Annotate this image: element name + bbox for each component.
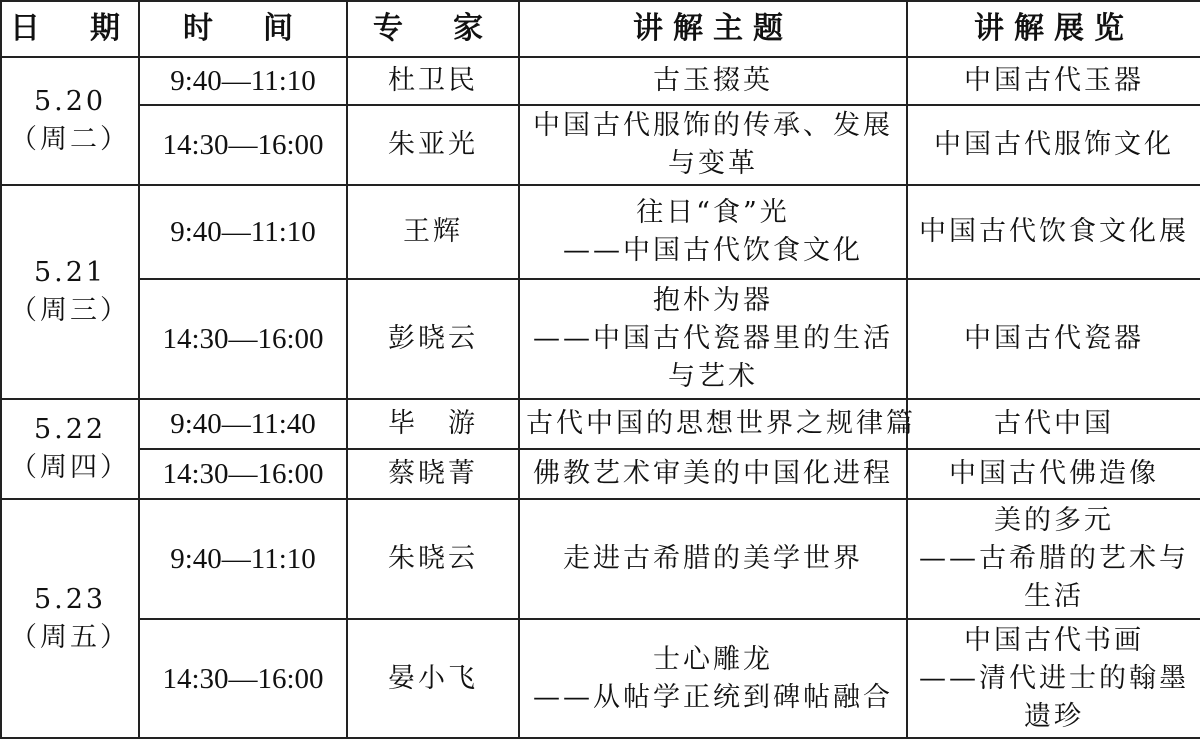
date-value: 5.20 [33,86,107,117]
header-time: 时 间 [139,1,347,57]
date-cell [1,185,139,399]
expert-cell: 王辉 [347,185,519,279]
topic-line: 中国古代服饰的传承、发展 [533,110,893,141]
exhibition-line: 中国古代饮食文化展 [919,216,1189,247]
weekday-value: （周二） [10,124,130,155]
exhibition-line: 中国古代服饰文化 [934,129,1174,160]
weekday-value: （周五） [10,621,130,653]
header-row [1,1,1200,57]
exhibition-cell [907,185,1200,279]
topic-line: 古代中国的思想世界之规律篇 [526,408,916,439]
time-cell: 14:30—16:00 [139,449,347,499]
table-row [1,185,1200,279]
exhibition-cell [907,105,1200,185]
expert-cell: 蔡晓菁 [347,449,519,499]
date-cell [1,399,139,499]
topic-line: 与艺术 [668,361,758,392]
topic-cell [519,279,907,399]
topic-line: 往日“食”光 [636,197,790,228]
exhibition-line: ——古希腊的艺术与 [919,543,1189,574]
header-expert: 专 家 [347,1,519,57]
date-cell [1,499,139,738]
date-cell [1,57,139,185]
exhibition-cell [907,619,1200,738]
table-row [1,57,1200,105]
topic-line: ——从帖学正统到碑帖融合 [533,681,893,713]
weekday-value: （周四） [10,452,130,483]
exhibition-line: 中国古代玉器 [964,65,1144,96]
expert-cell: 彭晓云 [347,279,519,399]
topic-cell [519,105,907,185]
topic-line: 士心雕龙 [653,643,773,675]
exhibition-line: 古代中国 [994,408,1114,439]
weekday-value: （周三） [10,295,130,326]
exhibition-cell [907,449,1200,499]
exhibition-line: ——清代进士的翰墨 [919,662,1189,694]
exhibition-line: 中国古代佛造像 [949,458,1159,489]
exhibition-cell [907,279,1200,399]
topic-line: ——中国古代瓷器里的生活 [533,323,893,354]
expert-cell: 朱晓云 [347,499,519,619]
topic-line: ——中国古代饮食文化 [563,235,863,266]
header-exhibition: 讲解展览 [907,1,1200,57]
header-date: 日 期 [1,1,139,57]
topic-cell [519,499,907,619]
exhibition-cell [907,499,1200,619]
time-cell: 9:40—11:10 [139,499,347,619]
exhibition-line: 中国古代瓷器 [964,323,1144,354]
time-cell: 14:30—16:00 [139,105,347,185]
topic-line: 与变革 [668,148,758,179]
table-row [1,499,1200,619]
exhibition-cell [907,57,1200,105]
exhibition-cell [907,399,1200,449]
topic-cell [519,57,907,105]
date-value: 5.22 [33,414,107,445]
topic-line: 走进古希腊的美学世界 [563,543,863,574]
exhibition-line: 中国古代书画 [964,624,1144,656]
expert-cell: 杜卫民 [347,57,519,105]
topic-cell [519,449,907,499]
time-cell: 9:40—11:40 [139,399,347,449]
exhibition-line: 遗珍 [1024,700,1084,732]
time-cell: 9:40—11:10 [139,185,347,279]
expert-cell: 毕 游 [347,399,519,449]
topic-cell [519,619,907,738]
table-row [1,619,1200,738]
time-cell: 14:30—16:00 [139,279,347,399]
table-row [1,279,1200,399]
expert-cell: 晏小飞 [347,619,519,738]
time-cell: 9:40—11:10 [139,57,347,105]
table-row [1,105,1200,185]
topic-cell [519,185,907,279]
topic-line: 古玉掇英 [653,65,773,96]
table-row [1,449,1200,499]
header-topic: 讲解主题 [519,1,907,57]
expert-cell: 朱亚光 [347,105,519,185]
exhibition-line: 生活 [1024,581,1084,612]
time-cell: 14:30—16:00 [139,619,347,738]
exhibition-line: 美的多元 [994,505,1114,536]
date-value: 5.21 [33,257,107,288]
date-value: 5.23 [33,583,107,615]
table-row [1,399,1200,449]
topic-line: 抱朴为器 [653,285,773,316]
topic-cell [519,399,916,449]
topic-line: 佛教艺术审美的中国化进程 [533,458,893,489]
